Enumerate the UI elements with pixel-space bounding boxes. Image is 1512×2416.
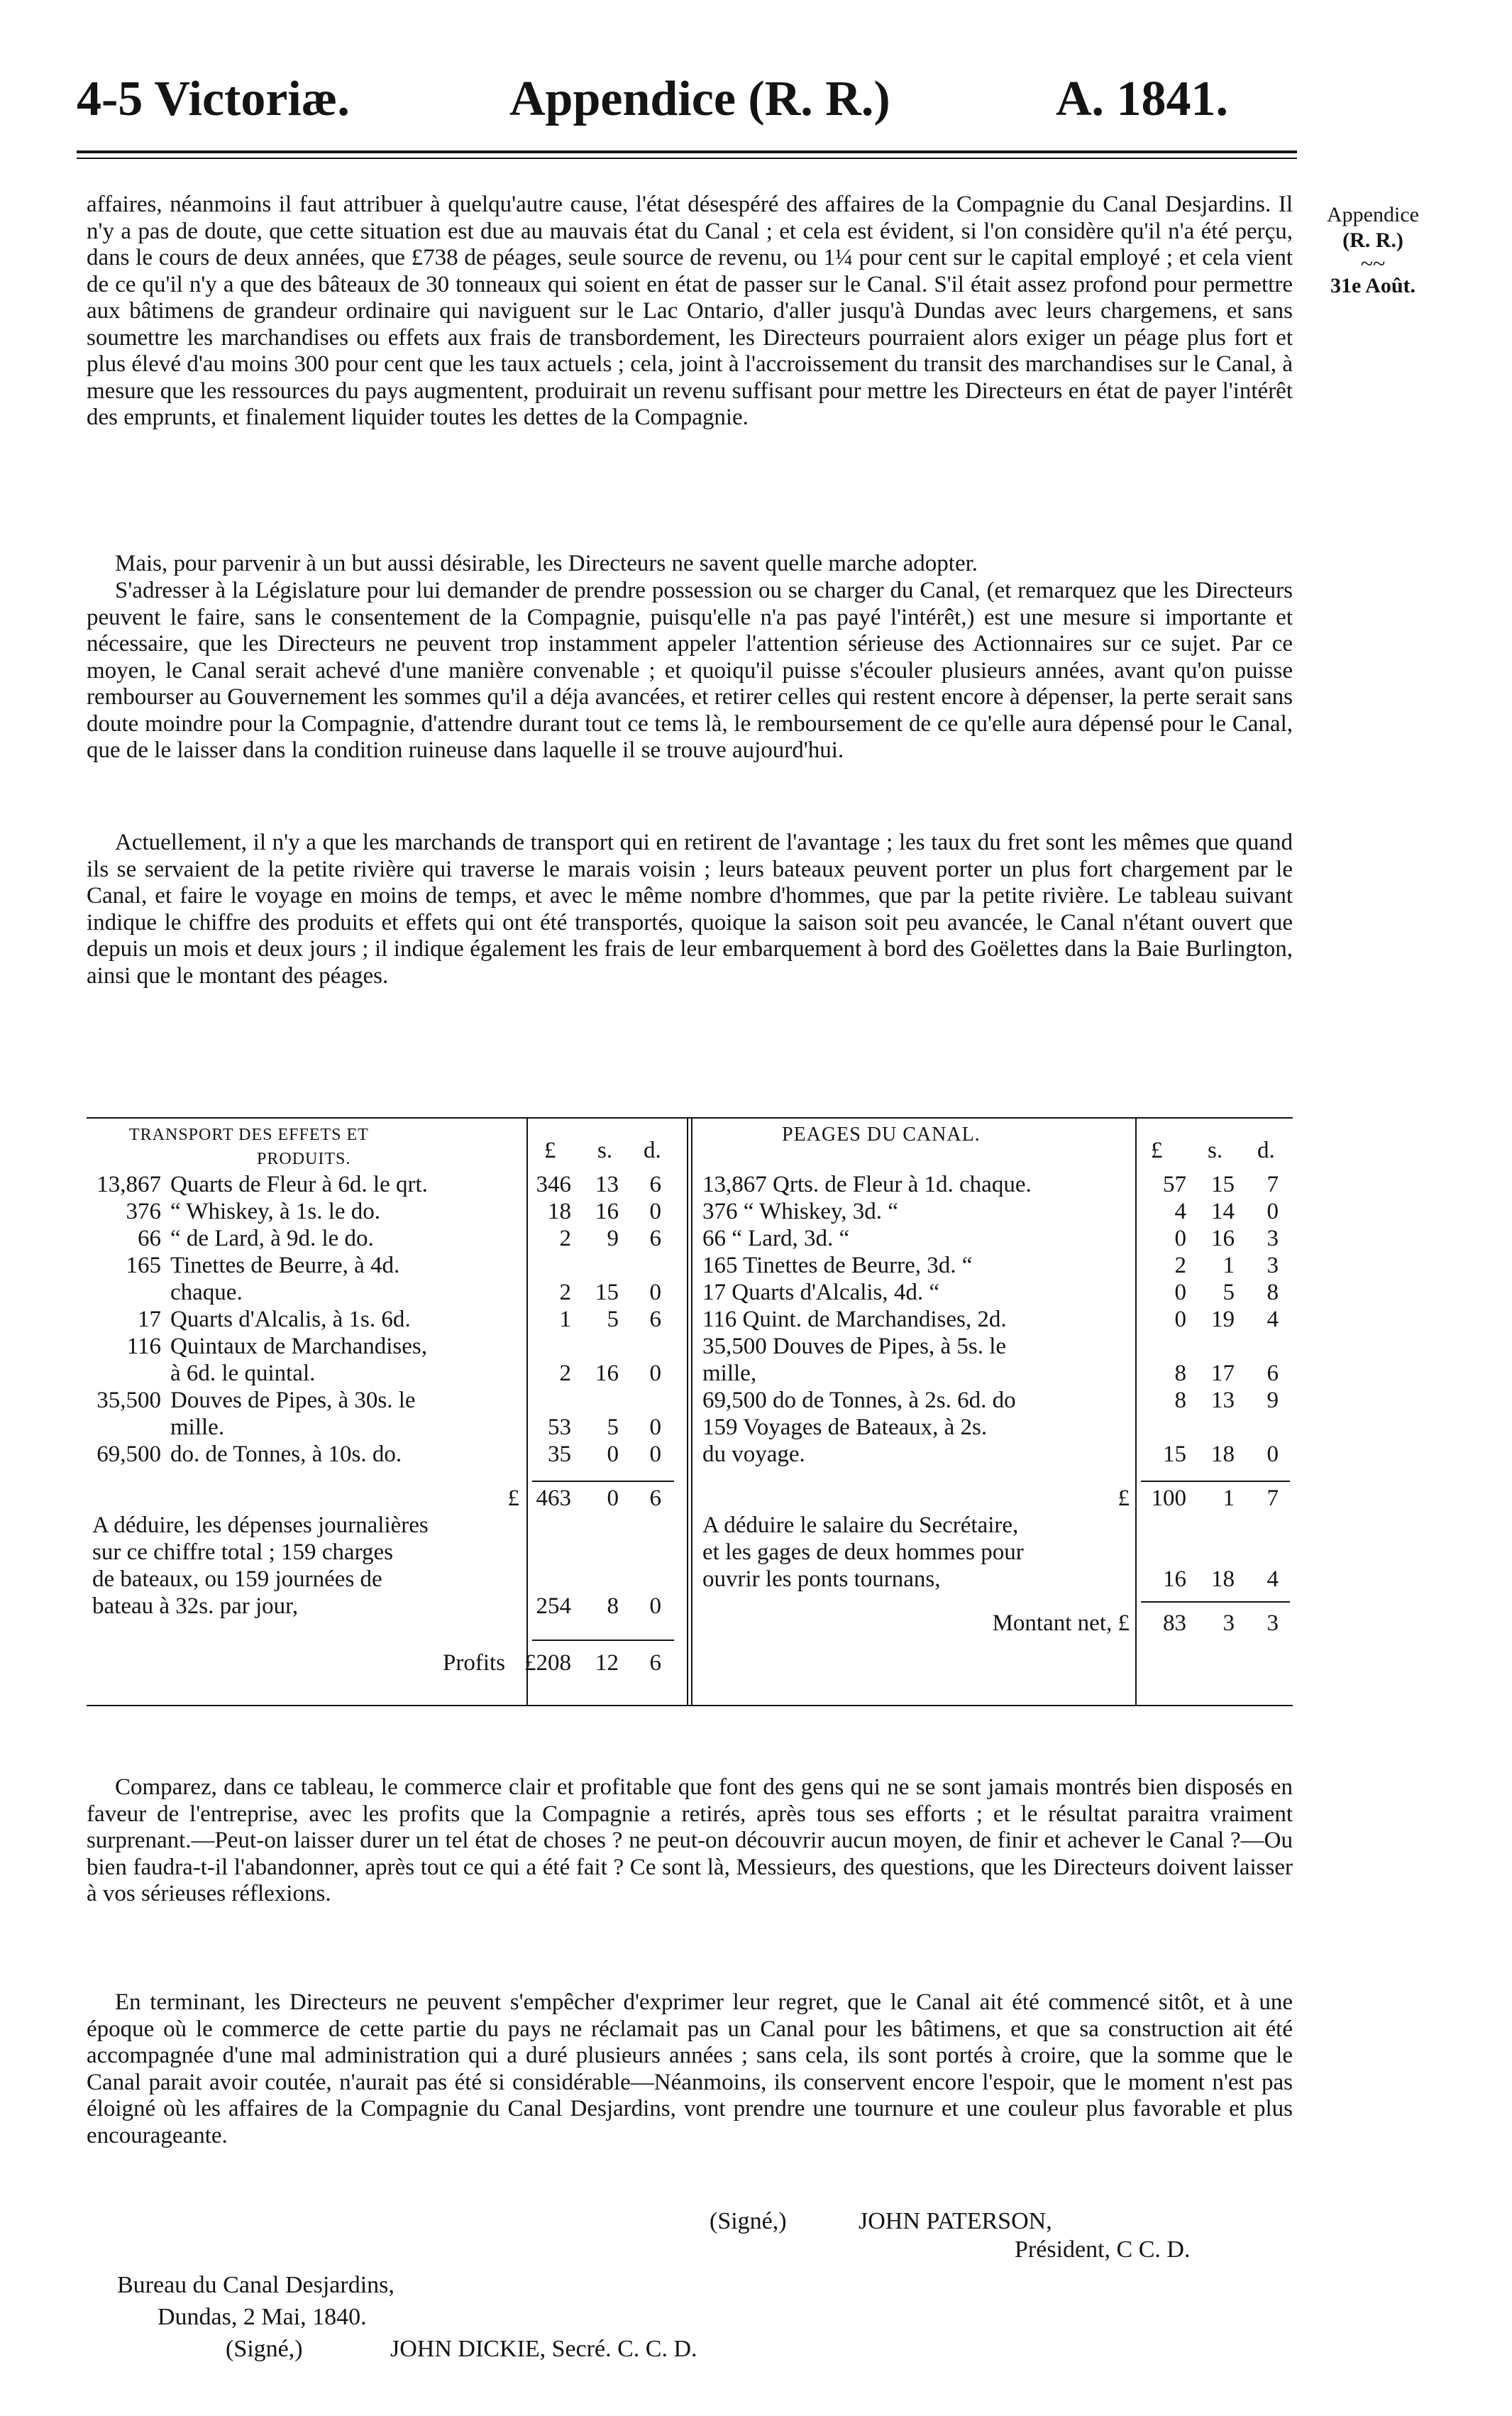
office-line: Bureau du Canal Desjardins, [117, 2272, 394, 2298]
right-row-shillings: 16 [1211, 1226, 1235, 1251]
right-row-shillings: 5 [1223, 1280, 1235, 1305]
left-total-pounds: 463 [536, 1486, 571, 1511]
right-row-pounds: 4 [1174, 1199, 1186, 1224]
left-row-desc: Quintaux de Marchandises, [170, 1334, 427, 1359]
left-total-pence: 6 [649, 1486, 661, 1511]
left-row-pence: 0 [649, 1415, 661, 1440]
secretary-name: JOHN DICKIE, Secré. C. C. D. [390, 2336, 697, 2362]
left-row-pounds: 2 [559, 1280, 571, 1305]
profits-shillings: 12 [595, 1650, 619, 1676]
right-row-shillings: 17 [1211, 1361, 1235, 1386]
left-row-desc: Douves de Pipes, à 30s. le [170, 1388, 416, 1413]
right-row-desc: 376 “ Whiskey, 3d. “ [702, 1199, 898, 1224]
left-row-pounds: 1 [559, 1307, 571, 1332]
right-total-pounds: 100 [1151, 1486, 1186, 1511]
right-row-pence: 8 [1267, 1280, 1279, 1305]
right-header: PEAGES DU CANAL. [782, 1124, 981, 1146]
right-row-pounds: 0 [1174, 1280, 1186, 1305]
center-rule [687, 1117, 688, 1706]
left-row-pounds: 2 [559, 1361, 571, 1386]
right-row-pence: 0 [1267, 1199, 1279, 1224]
right-row-desc: 116 Quint. de Marchandises, 2d. [702, 1307, 1007, 1332]
left-row-qty: 376 [126, 1199, 161, 1224]
net-label: Montant net, £ [992, 1610, 1130, 1636]
right-row-desc: 35,500 Douves de Pipes, à 5s. le [702, 1334, 1007, 1359]
margin-wave: ~~ [1360, 251, 1386, 276]
left-header-1: TRANSPORT DES EFFETS ET [129, 1126, 369, 1144]
right-deduct-line: ouvrir les ponts tournans, [702, 1566, 941, 1592]
paragraph-1: affaires, néanmoins il faut attribuer à quelqu'autre cause, l'état désespéré des affaires de la Compagnie du Canal Desjardins. Il n'y a pas de doute, que cette situation est due au mauvais état du Canal ; et cela est évident, si l'on considère qu'il n'a été perçu, dans le cours de deux années, que £738 de péages, seule source de revenu, ou 1¼ pour cent sur le capital employé ; et cela vient de ce qu'il n'y a que des bâteaux de 30 tonneaux qui soient en état de passer sur le Canal. S'il était assez profond pour permettre aux bâtimens de grandeur ordinaire qui naviguent sur le Lac Ontario, d'aller jusqu'à Dundas avec leurs chargemens, et sans soumettre les marchandises ou effets aux frais de transbordement, les Directeurs pourraient alors exiger un péage plus fort et plus élevé d'au moins 300 pour cent que les taux actuels ; cela, joint à l'accroissement du transit des marchandises sur le Canal, à mesure que les ressources du pays augmentent, produirait un revenu suffisant pour mettre les Directeurs en état de payer l'intérêt des emprunts, et finalement liquider toutes les dettes de la Compagnie. [87, 192, 1293, 430]
left-row-pounds: 35 [548, 1442, 571, 1467]
left-row-pence: 6 [649, 1226, 661, 1251]
left-deduct-pounds: 254 [536, 1593, 571, 1619]
left-row-pence: 6 [649, 1307, 661, 1332]
left-row-desc: Quarts de Fleur à 6d. le qrt. [170, 1172, 428, 1197]
left-row-pounds: 2 [559, 1226, 571, 1251]
left-total-label: £ [507, 1486, 519, 1511]
left-row-pence: 6 [649, 1172, 661, 1197]
left-row-qty: 13,867 [96, 1172, 161, 1197]
right-head-pence: d. [1257, 1138, 1275, 1163]
left-head-pounds: £ [544, 1138, 556, 1163]
right-row-desc: 165 Tinettes de Beurre, 3d. “ [702, 1253, 973, 1278]
left-row-desc: à 6d. le quintal. [170, 1361, 316, 1386]
right-row-pounds: 0 [1174, 1307, 1186, 1332]
margin-appendix: Appendice [1327, 203, 1419, 226]
paragraph-3: S'adresser à la Législature pour lui demander de prendre possession ou se charger du Canal, (et remarquez que les Directeurs peuvent le faire, sans le consentement de la Compagnie, puisqu'elle n'a pas payé l'intérêt,) est une mesure si importante et nécessaire, que les Directeurs ne peuvent trop instamment appeler l'attention sérieuse des Actionnaires sur ce sujet. Par ce moyen, le Canal serait achevé d'une manière convenable ; et quoiqu'il puisse s'écouler plusieurs années, avant qu'on puisse rembourser au Gouvernement les sommes qu'il a déja avancées, et retirer celles qui restent encore à dépenser, la perte serait sans doute moindre pour la Compagnie, d'attendre durant tout ce tems là, le remboursement de ce qu'elle aura dépensé pour le Canal, que de le laisser dans la condition ruineuse dans laquelle il se trouve aujourd'hui. [87, 578, 1293, 763]
table-top-rule [87, 1117, 1293, 1119]
right-row-shillings: 14 [1211, 1199, 1235, 1224]
left-row-desc: “ de Lard, à 9d. le do. [170, 1226, 374, 1251]
left-row-shillings: 9 [607, 1226, 619, 1251]
left-row-shillings: 16 [595, 1199, 619, 1224]
paragraph-2: Mais, pour parvenir à un but aussi désirable, les Directeurs ne savent quelle marche adopter. [115, 551, 978, 576]
net-rule [1141, 1601, 1290, 1603]
margin-code: (R. R.) [1342, 229, 1403, 252]
left-row-pence: 0 [649, 1280, 661, 1305]
left-deduct-pence: 0 [649, 1593, 661, 1619]
left-row-shillings: 5 [607, 1307, 619, 1332]
right-row-shillings: 1 [1223, 1253, 1235, 1278]
left-row-pence: 0 [649, 1442, 661, 1467]
signed-label: (Signé,) [710, 2208, 787, 2234]
margin-note [1302, 202, 1444, 299]
right-row-shillings: 18 [1211, 1442, 1235, 1467]
right-deduct-shillings: 18 [1211, 1566, 1235, 1592]
right-row-desc: mille, [702, 1361, 757, 1386]
left-deduct-line: bateau à 32s. par jour, [92, 1593, 299, 1619]
left-deduct-line: de bateaux, ou 159 journées de [92, 1566, 382, 1592]
left-deduct-line: A déduire, les dépenses journalières [92, 1512, 429, 1538]
left-col-rule [526, 1117, 528, 1706]
net-pence: 3 [1267, 1610, 1279, 1636]
right-total-label: £ [1118, 1486, 1130, 1511]
profits-label: Profits [442, 1650, 505, 1676]
left-row-pounds: 18 [548, 1199, 571, 1224]
left-row-shillings: 16 [595, 1361, 619, 1386]
left-head-pence: d. [644, 1138, 661, 1163]
paragraph-5: Comparez, dans ce tableau, le commerce clair et profitable que font des gens qui ne se sont jamais montrés bien disposés en faveur de l'entreprise, avec les profits que la Compagnie a retirés, après tous ses efforts ; et le résultat paraitra vraiment surprenant.—Peut-on laisser durer un tel état de choses ? ne peut-on découvrir aucun moyen, de finir et achever le Canal ?—Ou bien faudra-t-il l'abandonner, après tout ce qui a été fait ? Ce sont là, Messieurs, des questions, que les Directeurs doivent laisser à vos sérieuses réflexions. [87, 1774, 1293, 1906]
header-session: 4-5 Victoriæ. [77, 72, 350, 126]
right-row-desc: 13,867 Qrts. de Fleur à 1d. chaque. [702, 1172, 1032, 1197]
right-row-desc: 69,500 do de Tonnes, à 2s. 6d. do [702, 1388, 1016, 1413]
left-row-shillings: 5 [607, 1415, 619, 1440]
left-row-qty: 66 [138, 1226, 161, 1251]
left-total-shillings: 0 [607, 1486, 619, 1511]
header-year: A. 1841. [1056, 72, 1229, 126]
profits-pounds: £208 [524, 1650, 571, 1676]
right-col-rule [1135, 1117, 1137, 1706]
toll-table [87, 1117, 1293, 1706]
left-deduct-shillings: 8 [607, 1593, 619, 1619]
left-row-qty: 165 [126, 1253, 161, 1278]
right-deduct-pence: 4 [1267, 1566, 1279, 1592]
right-row-pounds: 0 [1174, 1226, 1186, 1251]
profits-pence: 6 [649, 1650, 661, 1676]
left-row-qty: 17 [138, 1307, 161, 1332]
right-row-pounds: 2 [1174, 1253, 1186, 1278]
left-row-desc: do. de Tonnes, à 10s. do. [170, 1442, 402, 1467]
left-row-shillings: 15 [595, 1280, 619, 1305]
president-title: Président, C C. D. [1015, 2236, 1191, 2263]
place-date: Dundas, 2 Mai, 1840. [158, 2304, 367, 2330]
left-row-desc: chaque. [170, 1280, 243, 1305]
left-row-desc: Tinettes de Beurre, à 4d. [170, 1253, 400, 1278]
right-deduct-line: et les gages de deux hommes pour [702, 1539, 1024, 1565]
left-row-desc: mille. [170, 1415, 225, 1440]
paragraph-6: En terminant, les Directeurs ne peuvent s'empêcher d'exprimer leur regret, que le Canal ait été commencé sitôt, et à une époque où le commerce de cette partie du pays ne réclamait pas un Canal pour les bâtimens, et que sa construction ait été accompagnée d'une mal administration qui a duré plusieurs années ; sans cela, ils sont portés à croire, que la somme que le Canal parait avoir coutée, n'aurait pas été si considérable—Néanmoins, ils conservent encore l'espoir, que le moment n'est pas éloigné où les affaires de la Compagnie du Canal Desjardins, vont prendre une tournure et une couleur plus favorable et plus encourageante. [87, 1989, 1293, 2148]
net-shillings: 3 [1223, 1610, 1235, 1636]
right-deduct-line: A déduire le salaire du Secrétaire, [702, 1512, 1019, 1538]
left-row-desc: “ Whiskey, à 1s. le do. [170, 1199, 381, 1224]
right-row-desc: 159 Voyages de Bateaux, à 2s. [702, 1415, 988, 1440]
right-row-desc: 17 Quarts d'Alcalis, 4d. “ [702, 1280, 940, 1305]
net-pounds: 83 [1163, 1610, 1186, 1636]
right-row-desc: 66 “ Lard, 3d. “ [702, 1226, 850, 1251]
right-head-shillings: s. [1208, 1138, 1223, 1163]
right-row-shillings: 15 [1211, 1172, 1235, 1197]
left-row-pence: 0 [649, 1199, 661, 1224]
left-row-pounds: 346 [536, 1172, 571, 1197]
left-row-shillings: 13 [595, 1172, 619, 1197]
left-row-qty: 35,500 [96, 1388, 161, 1413]
left-row-qty: 69,500 [96, 1442, 161, 1467]
left-header-2: PRODUITS. [257, 1150, 351, 1168]
right-row-shillings: 19 [1211, 1307, 1235, 1332]
table-bottom-rule [87, 1705, 1293, 1706]
right-row-pence: 7 [1267, 1172, 1279, 1197]
margin-date: 31e Août. [1330, 274, 1416, 297]
left-row-pence: 0 [649, 1361, 661, 1386]
left-row-desc: Quarts d'Alcalis, à 1s. 6d. [170, 1307, 411, 1332]
header-appendix: Appendice (R. R.) [509, 72, 890, 126]
header-rule-thin [77, 158, 1297, 159]
right-row-shillings: 13 [1211, 1388, 1235, 1413]
profits-rule [532, 1640, 674, 1641]
left-row-pounds: 53 [548, 1415, 571, 1440]
left-row-qty: 116 [126, 1334, 161, 1359]
right-row-pence: 3 [1267, 1226, 1279, 1251]
header-rule-thick [77, 150, 1297, 153]
right-row-pounds: 8 [1174, 1361, 1186, 1386]
right-row-pounds: 57 [1163, 1172, 1186, 1197]
right-total-shillings: 1 [1223, 1486, 1235, 1511]
left-deduct-line: sur ce chiffre total ; 159 charges [92, 1539, 393, 1565]
right-row-pence: 6 [1267, 1361, 1279, 1386]
right-row-pence: 0 [1267, 1442, 1279, 1467]
right-row-pounds: 15 [1163, 1442, 1186, 1467]
right-deduct-pounds: 16 [1163, 1566, 1186, 1592]
right-row-pence: 4 [1267, 1307, 1279, 1332]
right-row-desc: du voyage. [702, 1442, 805, 1467]
right-total-rule [1141, 1481, 1290, 1482]
paragraph-4: Actuellement, il n'y a que les marchands de transport qui en retirent de l'avantage ; les taux du fret sont les mêmes que quand ils se servaient de la petite rivière qui traverse le marais voisin ; leurs bateaux peuvent porter un plus fort chargement par le Canal, et faire le voyage en moins de temps, et avec le même nombre d'hommes, que par la petite rivière. Le tableau suivant indique le chiffre des produits et effets qui ont été transportés, quoique la saison soit peu avancée, le Canal n'étant ouvert que depuis un mois et deux jours ; il indique également les frais de leur embarquement à bord des Goëlettes dans la Baie Burlington, ainsi que le montant des péages. [87, 830, 1293, 989]
left-total-rule [532, 1481, 674, 1482]
center-rule-2 [691, 1117, 692, 1706]
right-row-pounds: 8 [1174, 1388, 1186, 1413]
right-row-pence: 3 [1267, 1253, 1279, 1278]
signed-label-2: (Signé,) [226, 2336, 303, 2362]
right-row-pence: 9 [1267, 1388, 1279, 1413]
right-total-pence: 7 [1267, 1486, 1279, 1511]
left-head-shillings: s. [597, 1138, 613, 1163]
president-name: JOHN PATERSON, [859, 2208, 1052, 2234]
page-header [77, 71, 1297, 128]
right-head-pounds: £ [1151, 1138, 1163, 1163]
left-row-shillings: 0 [607, 1442, 619, 1467]
